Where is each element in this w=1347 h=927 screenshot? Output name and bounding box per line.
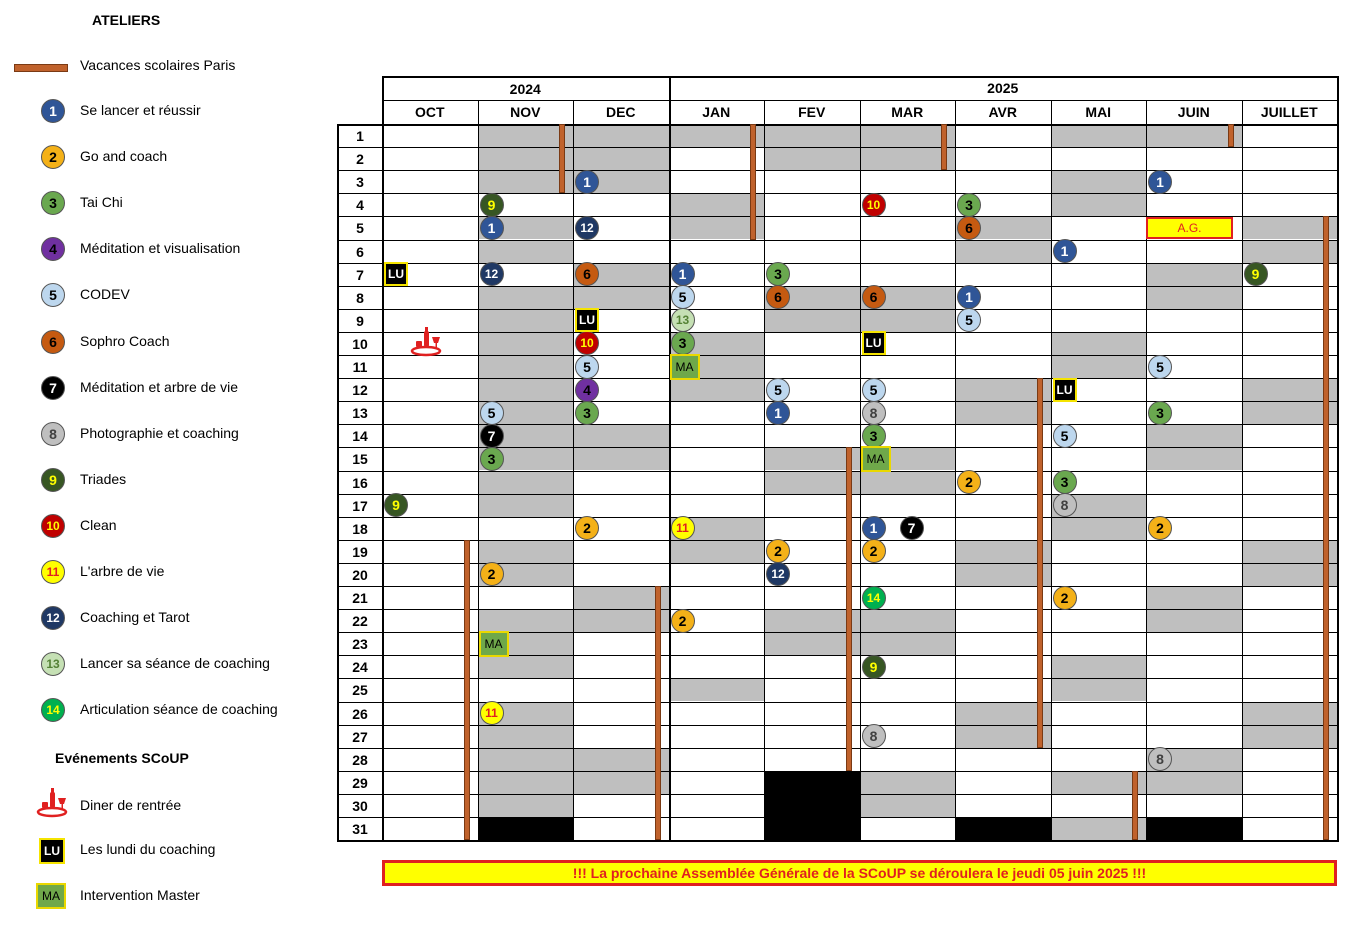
grid-row-line bbox=[337, 586, 1337, 587]
legend-badge-4: 4 bbox=[41, 237, 65, 261]
gray-day-cell bbox=[1051, 170, 1147, 193]
day-number: 5 bbox=[356, 220, 364, 237]
atelier-badge-1: 1 bbox=[671, 262, 695, 286]
legend-label-6: Sophro Coach bbox=[80, 332, 170, 349]
grid-row-line bbox=[337, 725, 1337, 726]
vacation-bar bbox=[941, 124, 947, 170]
atelier-badge-3: 3 bbox=[957, 193, 981, 217]
ag-notice-banner: !!! La prochaine Assemblée Générale de la SCoUP se déroulera le jeudi 05 juin 2025 !!! bbox=[382, 860, 1337, 886]
gray-day-cell bbox=[478, 286, 574, 309]
gray-day-cell bbox=[1051, 124, 1147, 147]
day-number: 26 bbox=[352, 705, 368, 722]
grid-row-line bbox=[337, 678, 1337, 679]
grid-row-line bbox=[337, 355, 1337, 356]
atelier-badge-6: 6 bbox=[575, 262, 599, 286]
grid-row-line bbox=[337, 286, 1337, 287]
day-number: 10 bbox=[352, 335, 368, 352]
gray-day-cell bbox=[478, 378, 574, 401]
legend-label-12: Coaching et Tarot bbox=[80, 609, 190, 626]
legend-label-1: Se lancer et réussir bbox=[80, 102, 201, 118]
day-number: 3 bbox=[356, 174, 364, 191]
vacation-bar bbox=[559, 124, 565, 193]
day-number: 8 bbox=[356, 289, 364, 306]
legend-label-5: CODEV bbox=[80, 286, 130, 303]
atelier-badge-4: 4 bbox=[575, 378, 599, 402]
day-number: 15 bbox=[352, 451, 368, 468]
legend-badge-2: 2 bbox=[41, 145, 65, 169]
gray-day-cell bbox=[573, 447, 669, 470]
legend-badge-7: 7 bbox=[41, 376, 65, 400]
header-top-line bbox=[382, 76, 1337, 78]
legend-badge-10: 10 bbox=[41, 514, 65, 538]
atelier-badge-3: 3 bbox=[1148, 401, 1172, 425]
gray-day-cell bbox=[764, 124, 860, 147]
nonexistent-day-cell bbox=[764, 817, 860, 840]
atelier-badge-1: 1 bbox=[766, 401, 790, 425]
atelier-badge-2: 2 bbox=[480, 562, 504, 586]
ma-event-marker: MA bbox=[861, 446, 891, 472]
legend-label-7: Méditation et arbre de vie bbox=[80, 378, 238, 395]
legend-label-13: Lancer sa séance de coaching bbox=[80, 655, 270, 672]
gray-day-cell bbox=[1146, 586, 1242, 609]
gray-day-cell bbox=[860, 471, 956, 494]
legend-lu-icon: LU bbox=[39, 838, 65, 864]
gray-day-cell bbox=[1051, 517, 1147, 540]
day-number: 18 bbox=[352, 520, 368, 537]
gray-day-cell bbox=[860, 771, 956, 794]
vacation-bar bbox=[1037, 378, 1043, 748]
grid-row-line bbox=[337, 771, 1337, 772]
grid-row-line bbox=[337, 494, 1337, 495]
legend-label-4: Méditation et visualisation bbox=[80, 240, 241, 257]
atelier-badge-11: 11 bbox=[480, 701, 504, 725]
atelier-badge-6: 6 bbox=[957, 216, 981, 240]
day-number: 22 bbox=[352, 613, 368, 630]
legend-badge-12: 12 bbox=[41, 606, 65, 630]
gray-day-cell bbox=[478, 240, 574, 263]
day-number: 1 bbox=[356, 128, 364, 144]
gray-day-cell bbox=[478, 355, 574, 378]
grid-col-line bbox=[1242, 100, 1243, 842]
atelier-badge-5: 5 bbox=[671, 285, 695, 309]
day-number: 25 bbox=[352, 682, 368, 699]
month-header-mai: MAI bbox=[1085, 104, 1112, 120]
atelier-badge-5: 5 bbox=[862, 378, 886, 402]
grid-row-line bbox=[337, 840, 1337, 842]
legend-label-8: Photographie et coaching bbox=[80, 424, 239, 441]
gray-day-cell bbox=[764, 147, 860, 170]
gray-day-cell bbox=[1051, 193, 1147, 216]
legend-label-9: Triades bbox=[80, 470, 127, 487]
atelier-badge-9: 9 bbox=[384, 493, 408, 517]
gray-day-cell bbox=[860, 794, 956, 817]
atelier-badge-1: 1 bbox=[575, 170, 599, 194]
atelier-badge-5: 5 bbox=[1148, 355, 1172, 379]
gray-day-cell bbox=[1146, 771, 1242, 794]
gray-day-cell bbox=[860, 309, 956, 332]
atelier-badge-9: 9 bbox=[480, 193, 504, 217]
legend-badge-13: 13 bbox=[41, 652, 65, 676]
year-2024: 2024 bbox=[509, 81, 541, 97]
day-number: 13 bbox=[352, 405, 368, 422]
grid-col-line bbox=[573, 100, 574, 842]
day-number: 27 bbox=[352, 728, 368, 745]
atelier-badge-6: 6 bbox=[766, 285, 790, 309]
atelier-badge-2: 2 bbox=[766, 539, 790, 563]
atelier-badge-12: 12 bbox=[766, 562, 790, 586]
vacation-bar bbox=[1323, 216, 1329, 840]
month-header-juillet: JUILLET bbox=[1260, 104, 1318, 120]
gray-day-cell bbox=[1146, 424, 1242, 447]
legend-title: ATELIERS bbox=[92, 12, 161, 28]
atelier-badge-2: 2 bbox=[1148, 516, 1172, 540]
grid-col-line bbox=[1337, 76, 1339, 842]
grid-row-line bbox=[337, 124, 1337, 126]
gray-day-cell bbox=[478, 794, 574, 817]
atelier-badge-3: 3 bbox=[480, 447, 504, 471]
gray-day-cell bbox=[1146, 263, 1242, 286]
day-number: 16 bbox=[352, 474, 368, 491]
month-header-oct: OCT bbox=[414, 104, 445, 120]
atelier-badge-5: 5 bbox=[480, 401, 504, 425]
nonexistent-day-cell bbox=[955, 817, 1051, 840]
legend-event-label: Intervention Master bbox=[80, 887, 200, 903]
vacation-bar bbox=[655, 586, 661, 840]
atelier-badge-8: 8 bbox=[1053, 493, 1077, 517]
atelier-badge-9: 9 bbox=[1244, 262, 1268, 286]
gray-day-cell bbox=[478, 494, 574, 517]
gray-day-cell bbox=[478, 309, 574, 332]
atelier-badge-11: 11 bbox=[671, 516, 695, 540]
atelier-badge-8: 8 bbox=[1148, 747, 1172, 771]
grid-row-line bbox=[337, 540, 1337, 541]
day-number: 14 bbox=[352, 428, 368, 445]
grid-row-line bbox=[337, 609, 1337, 610]
atelier-badge-1: 1 bbox=[957, 285, 981, 309]
gray-day-cell bbox=[478, 771, 574, 794]
day-number: 17 bbox=[352, 497, 368, 514]
legend-badge-6: 6 bbox=[41, 330, 65, 354]
nonexistent-day-cell bbox=[478, 817, 574, 840]
atelier-badge-9: 9 bbox=[862, 655, 886, 679]
legend-badge-11: 11 bbox=[41, 560, 65, 584]
gray-day-cell bbox=[478, 609, 574, 632]
atelier-badge-1: 1 bbox=[1053, 239, 1077, 263]
grid-col-line bbox=[955, 100, 956, 842]
vacances-legend-label: Vacances scolaires Paris bbox=[80, 57, 236, 73]
atelier-badge-10: 10 bbox=[575, 331, 599, 355]
legend-badge-3: 3 bbox=[41, 191, 65, 215]
atelier-badge-2: 2 bbox=[671, 609, 695, 633]
atelier-badge-2: 2 bbox=[1053, 586, 1077, 610]
atelier-badge-10: 10 bbox=[862, 193, 886, 217]
legend-label-10: Clean bbox=[80, 516, 117, 533]
gray-day-cell bbox=[478, 540, 574, 563]
atelier-badge-12: 12 bbox=[575, 216, 599, 240]
gray-day-cell bbox=[1051, 655, 1147, 678]
grid-row-line bbox=[337, 471, 1337, 472]
legend-event-label: Diner de rentrée bbox=[80, 797, 182, 813]
day-number: 31 bbox=[352, 821, 368, 837]
gray-day-cell bbox=[1146, 286, 1242, 309]
legend-badge-14: 14 bbox=[41, 698, 65, 722]
month-header-nov: NOV bbox=[510, 104, 541, 120]
month-header-fev: FEV bbox=[798, 104, 826, 120]
month-header-juin: JUIN bbox=[1177, 104, 1210, 120]
vacation-bar bbox=[1228, 124, 1234, 147]
atelier-badge-3: 3 bbox=[575, 401, 599, 425]
gray-day-cell bbox=[669, 540, 765, 563]
dinner-event-marker bbox=[410, 327, 444, 357]
atelier-badge-6: 6 bbox=[862, 285, 886, 309]
vacation-bar bbox=[846, 447, 852, 770]
ma-event-marker: MA bbox=[479, 631, 509, 657]
atelier-badge-5: 5 bbox=[1053, 424, 1077, 448]
legend-label-14: Articulation séance de coaching bbox=[80, 701, 278, 718]
atelier-badge-1: 1 bbox=[480, 216, 504, 240]
day-number: 21 bbox=[352, 590, 368, 606]
day-number: 11 bbox=[352, 359, 368, 375]
atelier-badge-8: 8 bbox=[862, 401, 886, 425]
atelier-badge-7: 7 bbox=[900, 516, 924, 540]
day-number: 4 bbox=[356, 197, 364, 214]
day-number: 2 bbox=[356, 151, 364, 168]
atelier-badge-8: 8 bbox=[862, 724, 886, 748]
grid-row-line bbox=[337, 517, 1337, 518]
grid-col-line bbox=[764, 100, 765, 842]
atelier-badge-2: 2 bbox=[957, 470, 981, 494]
gray-day-cell bbox=[1146, 609, 1242, 632]
gray-day-cell bbox=[478, 332, 574, 355]
ag-event-marker: A.G. bbox=[1146, 217, 1233, 239]
grid-col-line bbox=[478, 100, 479, 842]
legend-badge-9: 9 bbox=[41, 468, 65, 492]
atelier-badge-5: 5 bbox=[575, 355, 599, 379]
gray-day-cell bbox=[478, 748, 574, 771]
day-number: 6 bbox=[356, 243, 364, 260]
atelier-badge-5: 5 bbox=[957, 308, 981, 332]
grid-col-line bbox=[669, 76, 671, 842]
lu-event-marker: LU bbox=[384, 262, 408, 286]
gray-day-cell bbox=[573, 147, 669, 170]
nonexistent-day-cell bbox=[764, 794, 860, 817]
day-number: 9 bbox=[356, 312, 364, 329]
gray-day-cell bbox=[764, 309, 860, 332]
legend-label-3: Tai Chi bbox=[80, 194, 123, 211]
legend-label-2: Go and coach bbox=[80, 148, 168, 165]
vacation-bar bbox=[750, 124, 756, 240]
month-header-mar: MAR bbox=[891, 104, 924, 120]
day-number: 24 bbox=[352, 659, 368, 676]
day-number: 30 bbox=[352, 797, 368, 814]
legend-badge-5: 5 bbox=[41, 283, 65, 307]
lu-event-marker: LU bbox=[862, 331, 886, 355]
nonexistent-day-cell bbox=[764, 771, 860, 794]
grid-row-line bbox=[337, 794, 1337, 795]
gray-day-cell bbox=[860, 609, 956, 632]
day-number: 7 bbox=[356, 266, 364, 283]
atelier-badge-5: 5 bbox=[766, 378, 790, 402]
events-title: Evénements SCoUP bbox=[55, 750, 189, 766]
grid-row-line bbox=[337, 147, 1337, 148]
grid-row-line bbox=[337, 332, 1337, 333]
day-number: 12 bbox=[352, 382, 368, 399]
grid-row-line bbox=[337, 748, 1337, 749]
atelier-badge-3: 3 bbox=[766, 262, 790, 286]
dinner-icon bbox=[36, 788, 70, 818]
atelier-badge-1: 1 bbox=[862, 516, 886, 540]
lu-event-marker: LU bbox=[1053, 378, 1077, 402]
gray-day-cell bbox=[955, 240, 1051, 263]
gray-day-cell bbox=[573, 124, 669, 147]
vacances-legend-bar bbox=[14, 64, 68, 72]
atelier-badge-3: 3 bbox=[671, 331, 695, 355]
legend-label-11: L'arbre de vie bbox=[80, 563, 165, 579]
month-header-jan: JAN bbox=[702, 104, 731, 120]
day-number: 20 bbox=[352, 566, 368, 583]
nonexistent-day-cell bbox=[1146, 817, 1242, 840]
gray-day-cell bbox=[478, 471, 574, 494]
legend-badge-8: 8 bbox=[41, 422, 65, 446]
grid-row-line bbox=[337, 378, 1337, 379]
ma-event-marker: MA bbox=[670, 354, 700, 380]
grid-row-line bbox=[337, 170, 1337, 171]
atelier-badge-13: 13 bbox=[671, 308, 695, 332]
gray-day-cell bbox=[1051, 678, 1147, 701]
gray-day-cell bbox=[860, 632, 956, 655]
gray-day-cell bbox=[1146, 447, 1242, 470]
day-number: 23 bbox=[352, 636, 368, 653]
grid-row-line bbox=[337, 240, 1337, 241]
grid-row-line bbox=[337, 309, 1337, 310]
grid-row-line bbox=[337, 817, 1337, 818]
vacation-bar bbox=[464, 540, 470, 840]
gray-day-cell bbox=[573, 286, 669, 309]
gray-day-cell bbox=[1051, 355, 1147, 378]
day-number: 29 bbox=[352, 774, 368, 791]
atelier-badge-2: 2 bbox=[575, 516, 599, 540]
atelier-badge-2: 2 bbox=[862, 539, 886, 563]
atelier-badge-14: 14 bbox=[862, 586, 886, 610]
lu-event-marker: LU bbox=[575, 308, 599, 332]
gray-day-cell bbox=[573, 424, 669, 447]
atelier-badge-1: 1 bbox=[1148, 170, 1172, 194]
atelier-badge-3: 3 bbox=[862, 424, 886, 448]
grid-col-line bbox=[1051, 100, 1052, 842]
gray-day-cell bbox=[669, 678, 765, 701]
gray-day-cell bbox=[478, 655, 574, 678]
grid-col-line bbox=[1146, 100, 1147, 842]
month-header-dec: DEC bbox=[605, 104, 636, 120]
gray-day-cell bbox=[1051, 332, 1147, 355]
atelier-badge-7: 7 bbox=[480, 424, 504, 448]
legend-badge-1: 1 bbox=[41, 99, 65, 123]
month-header-avr: AVR bbox=[988, 104, 1018, 120]
legend-event-label: Les lundi du coaching bbox=[80, 841, 216, 857]
legend-ma-icon: MA bbox=[36, 883, 66, 909]
vacation-bar bbox=[1132, 771, 1138, 840]
day-number: 28 bbox=[352, 751, 368, 768]
atelier-badge-3: 3 bbox=[1053, 470, 1077, 494]
year-2025: 2025 bbox=[987, 80, 1019, 96]
day-number: 19 bbox=[352, 543, 368, 560]
atelier-badge-12: 12 bbox=[480, 262, 504, 286]
gray-day-cell bbox=[669, 378, 765, 401]
gray-day-cell bbox=[478, 725, 574, 748]
